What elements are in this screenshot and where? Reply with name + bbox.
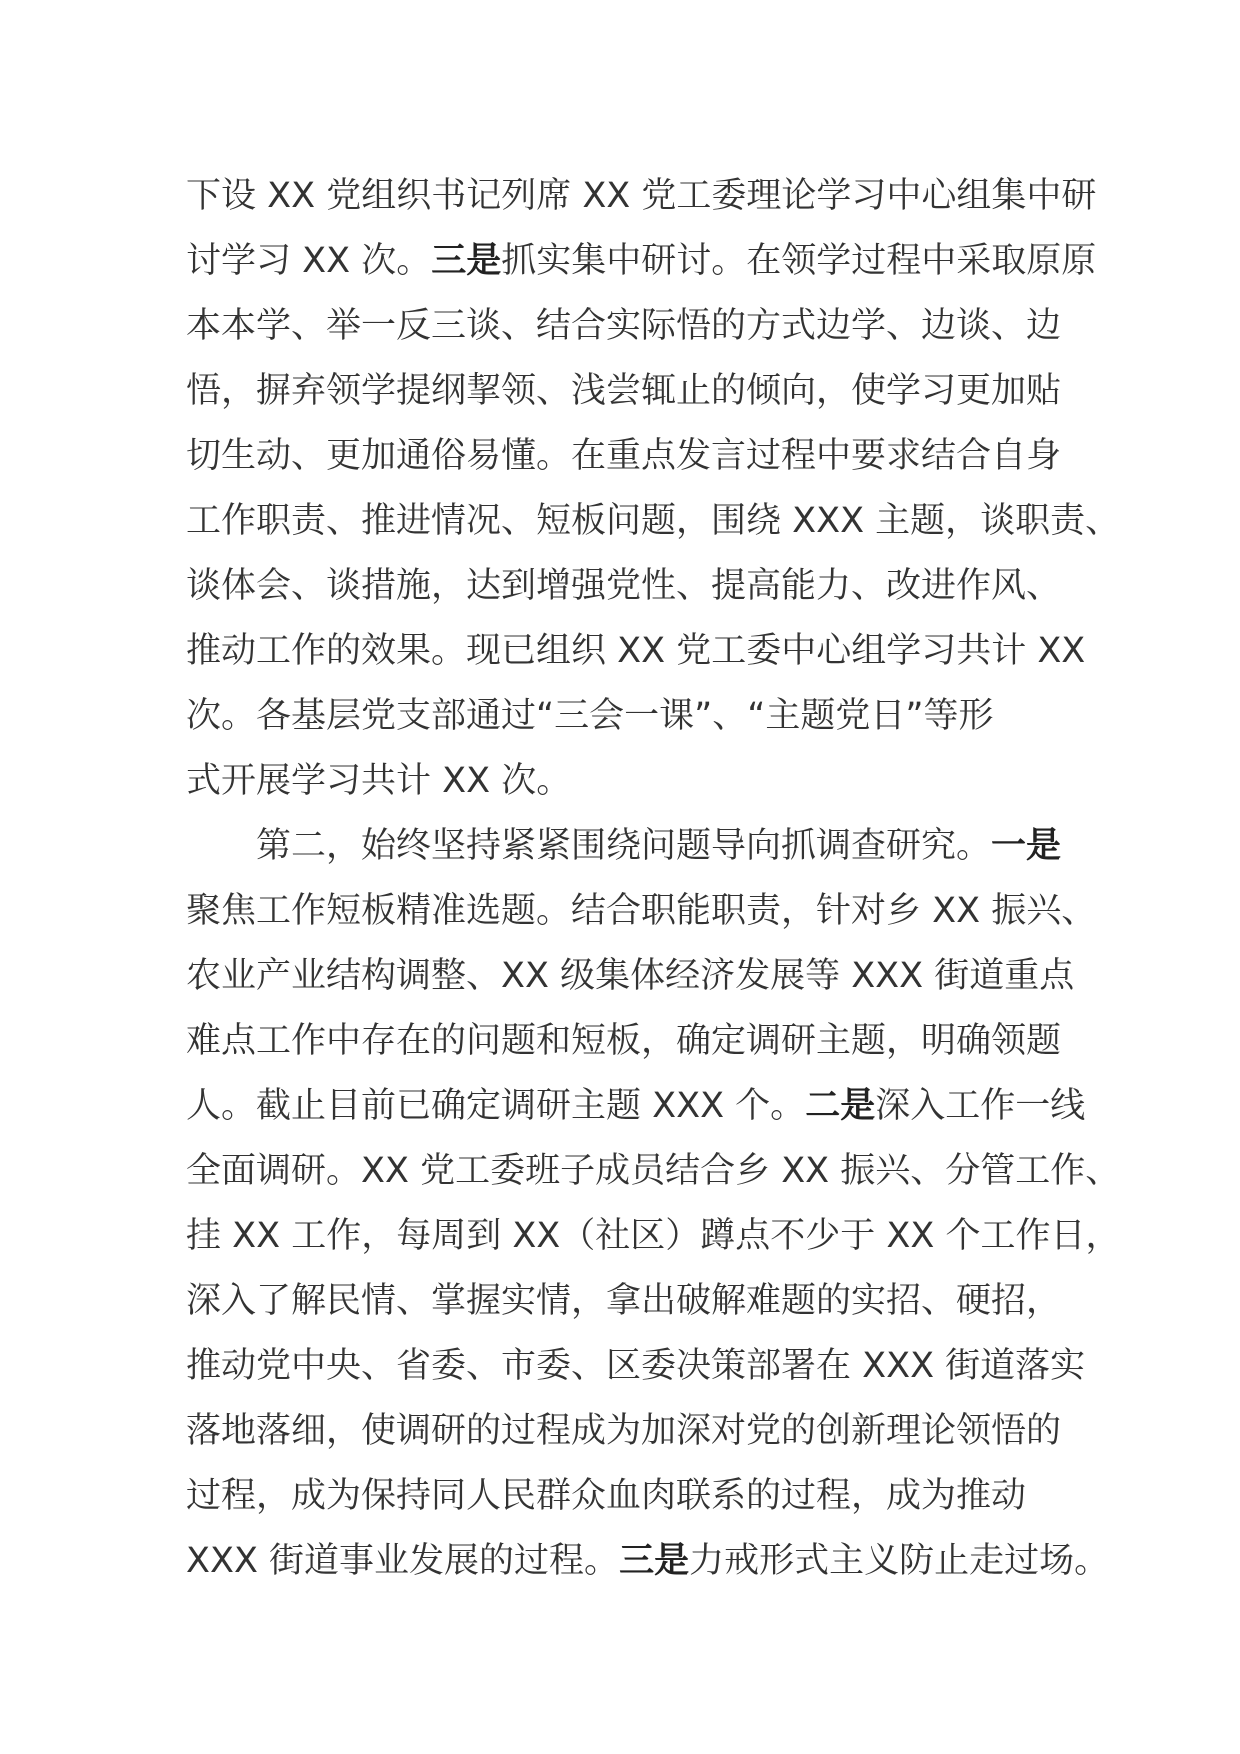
text-line <box>186 1269 1066 1334</box>
text-line <box>186 1334 1086 1399</box>
text-line <box>186 424 1066 489</box>
text-segment: 推动党中央、省委、市委、区委决策部署在 XXX 街道落实 <box>186 1346 1086 1386</box>
text-line <box>186 554 1066 619</box>
bold-emphasis: 三是 <box>619 1541 690 1581</box>
text-segment: 悟，摒弃领学提纲挈领、浅尝辄止的倾向，使学习更加贴 <box>186 371 1062 411</box>
text-segment: 深入了解民情、掌握实情，拿出破解难题的实招、硬招， <box>186 1281 1062 1321</box>
text-segment: 谈体会、谈措施，达到增强党性、提高能力、改进作风、 <box>186 566 1062 606</box>
text-line <box>186 229 1097 294</box>
text-segment: 切生动、更加通俗易懂。在重点发言过程中要求结合自身 <box>186 436 1062 476</box>
text-segment: 全面调研。XX 党工委班子成员结合乡 XX 振兴、分管工作、 <box>186 1151 1121 1191</box>
text-segment: 落地落细，使调研的过程成为加深对党的创新理论领悟的 <box>186 1411 1062 1451</box>
text-segment: 深入工作一线 <box>875 1086 1086 1126</box>
text-segment: 式开展学习共计 XX 次。 <box>186 761 572 801</box>
text-line <box>186 1009 1066 1074</box>
text-line <box>186 684 1066 749</box>
text-segment: 推动工作的效果。现已组织 XX 党工委中心组学习共计 XX <box>186 631 1086 671</box>
bold-emphasis: 一是 <box>991 826 1062 866</box>
text-line <box>186 164 1097 229</box>
text-segment: 力戒形式主义防止走过场。 <box>689 1541 1110 1581</box>
bold-emphasis: 二是 <box>805 1086 876 1126</box>
text-segment: 工作职责、推进情况、短板问题，围绕 XXX 主题，谈职责、 <box>186 501 1121 541</box>
text-line <box>186 879 1097 944</box>
text-line <box>186 619 1086 684</box>
body-text <box>186 164 1121 1594</box>
text-line <box>186 359 1066 424</box>
bold-emphasis: 三是 <box>431 241 502 281</box>
text-segment: 本本学、举一反三谈、结合实际悟的方式边学、边谈、边 <box>186 306 1062 346</box>
text-segment: 过程，成为保持同人民群众血肉联系的过程，成为推动 <box>186 1476 1027 1516</box>
text-segment: XXX 街道事业发展的过程。 <box>186 1541 620 1581</box>
text-line <box>186 814 1066 879</box>
text-segment: 聚焦工作短板精准选题。结合职能职责，针对乡 XX 振兴、 <box>186 891 1097 931</box>
text-line <box>186 489 1121 554</box>
text-segment: 抓实集中研讨。在领学过程中采取原原 <box>501 241 1097 281</box>
text-segment: 人。截止目前已确定调研主题 XXX 个。 <box>186 1086 806 1126</box>
text-line <box>186 294 1066 359</box>
text-segment: 难点工作中存在的问题和短板，确定调研主题，明确领题 <box>186 1021 1062 1061</box>
text-segment: 次。各基层党支部通过“三会一课”、“主题党日”等形 <box>186 696 994 736</box>
text-line <box>186 749 1066 814</box>
text-segment: 讨学习 XX 次。 <box>186 241 432 281</box>
text-segment: 下设 XX 党组织书记列席 XX 党工委理论学习中心组集中研 <box>186 176 1097 216</box>
text-line <box>186 1464 1066 1529</box>
text-line <box>186 1204 1121 1269</box>
text-line <box>186 1139 1121 1204</box>
text-segment: 第二，始终坚持紧紧围绕问题导向抓调查研究。 <box>256 826 992 866</box>
text-segment: 挂 XX 工作，每周到 XX（社区）蹲点不少于 XX 个工作日， <box>186 1216 1121 1256</box>
text-line <box>186 1399 1066 1464</box>
text-line <box>186 1074 1086 1139</box>
text-segment: 农业产业结构调整、XX 级集体经济发展等 XXX 街道重点 <box>186 956 1075 996</box>
text-line <box>186 944 1075 1009</box>
text-line <box>186 1529 1110 1594</box>
